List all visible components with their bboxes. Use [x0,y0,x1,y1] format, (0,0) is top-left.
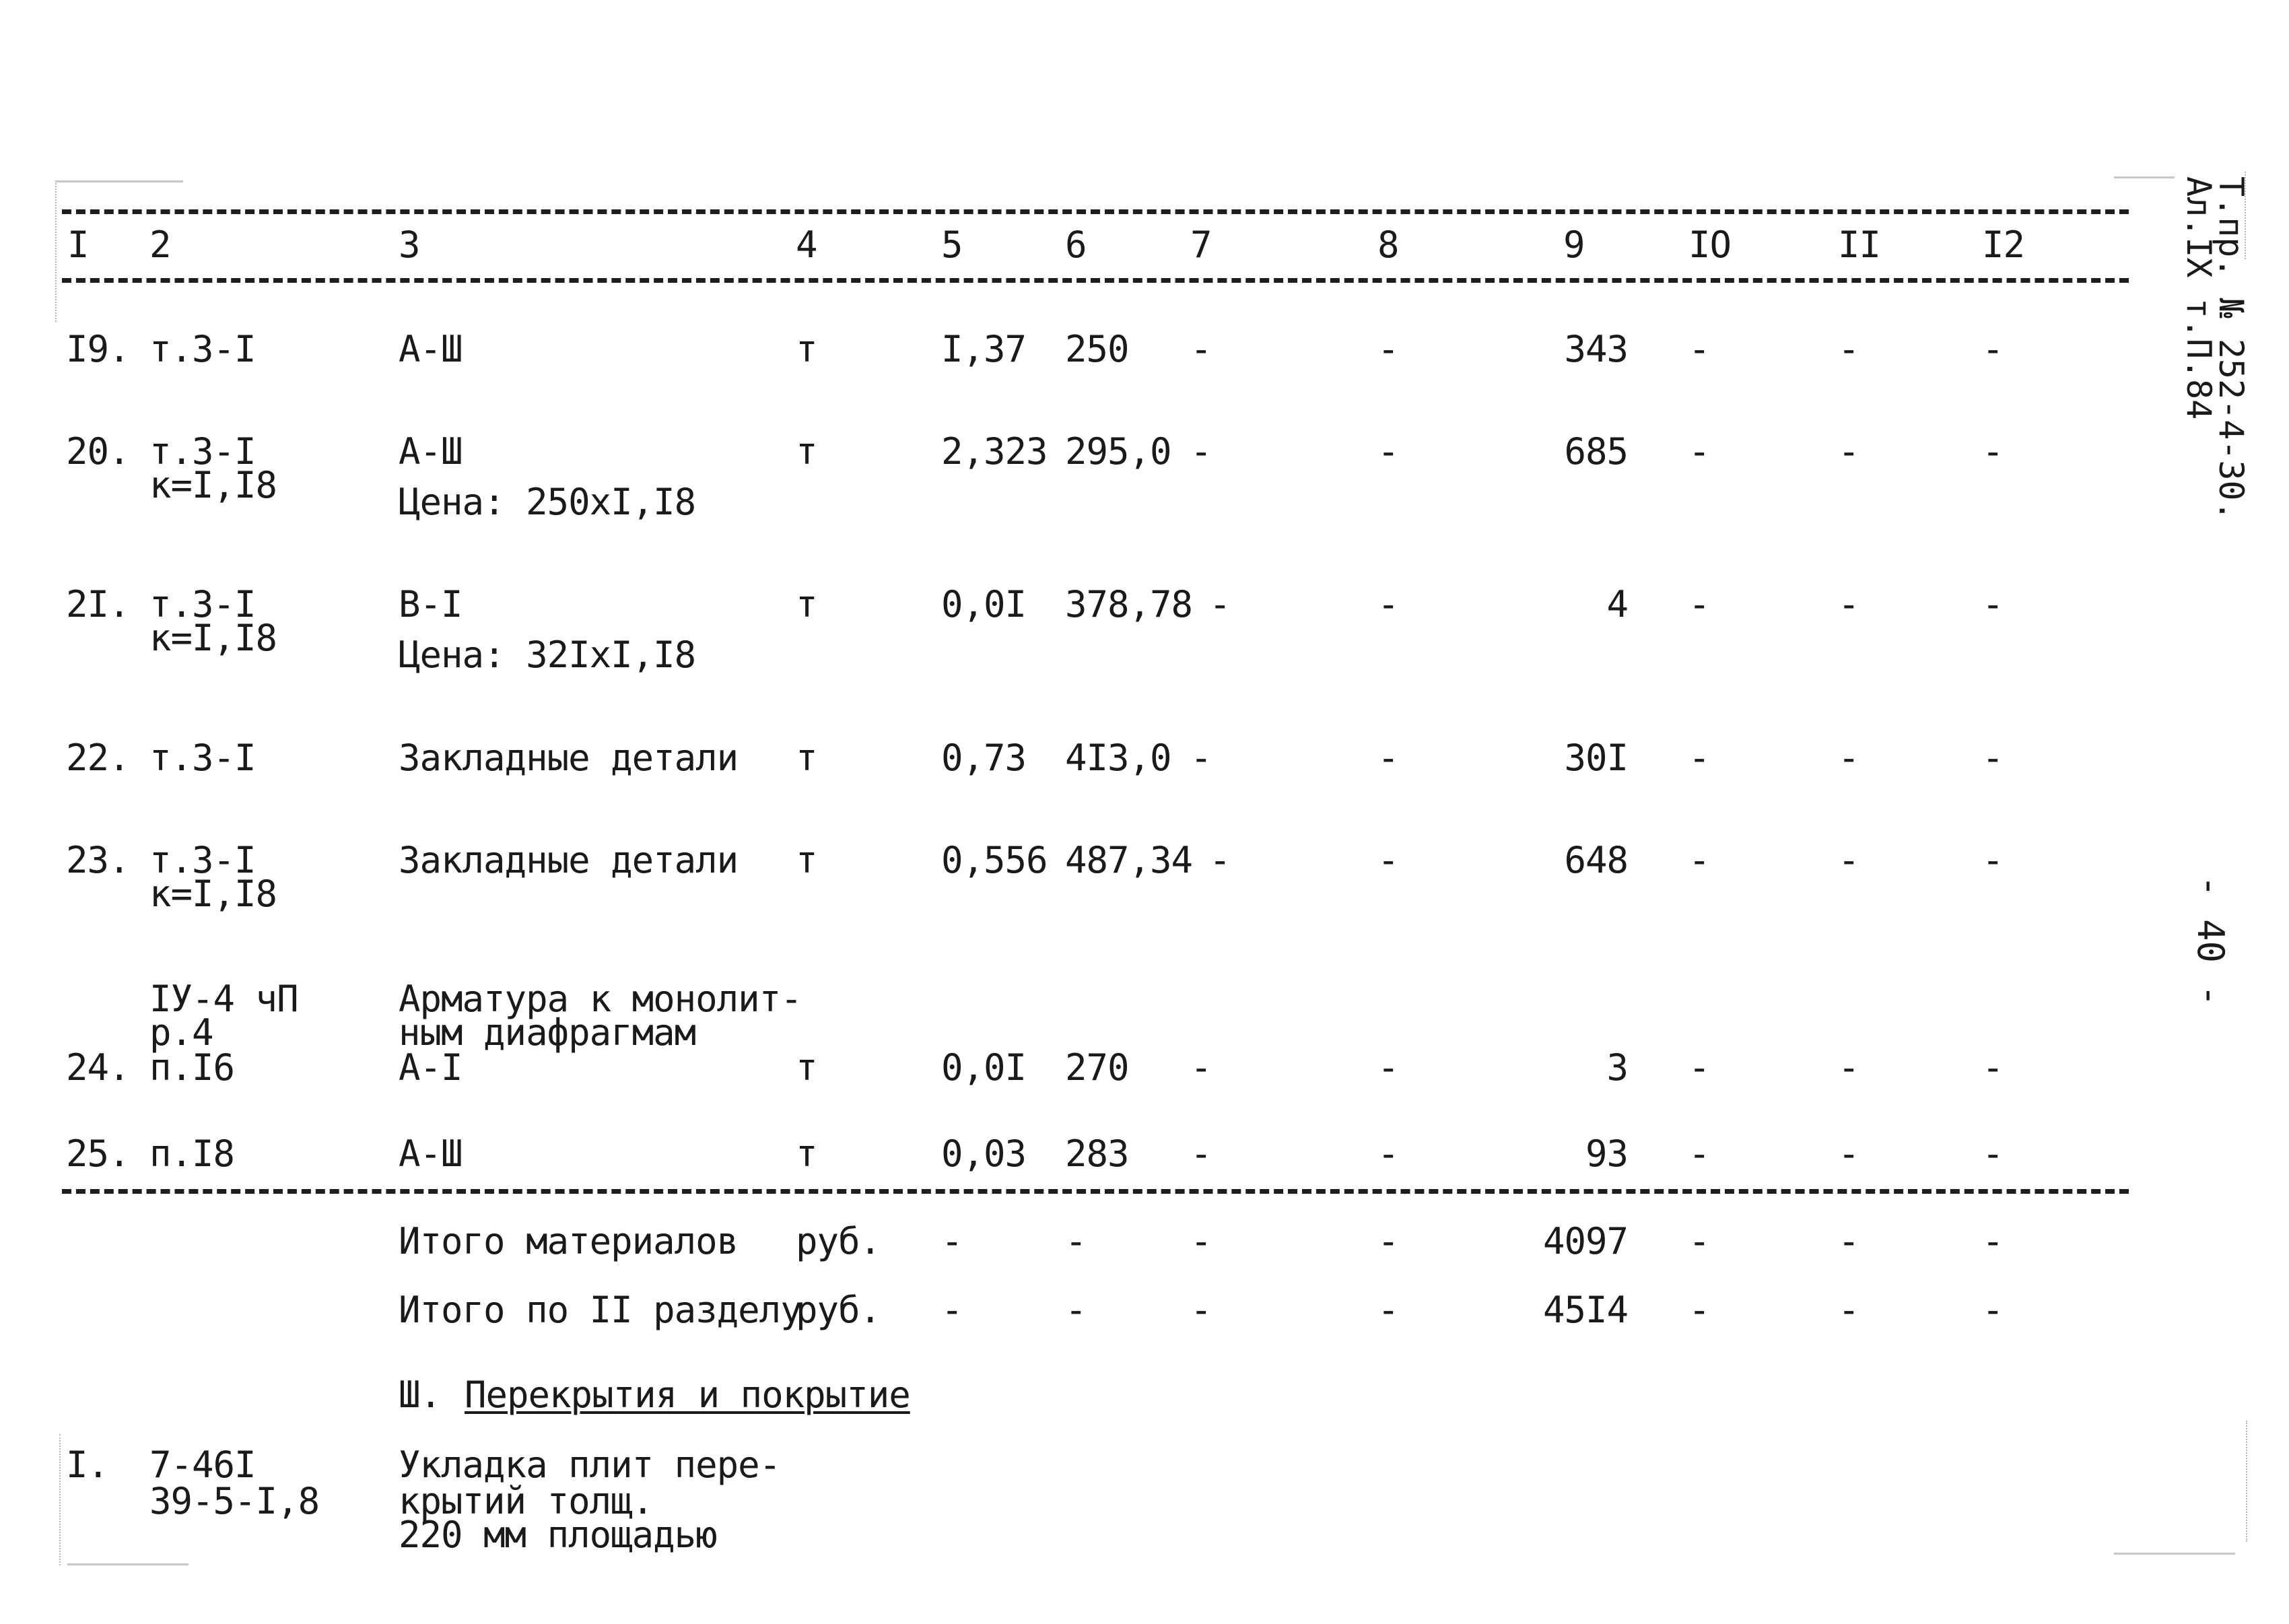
totals-col5: - [941,1220,963,1262]
col-header-4: 4 [796,224,817,266]
row-col12: - [1982,328,2004,370]
row-description: Закладные детали [399,737,739,779]
row-reference: т.3-I [149,737,256,779]
section-number: Ш. [399,1374,442,1416]
totals-sum: 4097 [1542,1220,1628,1262]
row-total: 30I [1564,737,1628,779]
col-header-3: 3 [399,224,420,266]
row-number: I9. [66,328,130,370]
row-reference-line1: IУ-4 чП [149,978,298,1020]
row-number: I. [66,1444,109,1486]
row-total: 343 [1564,328,1628,370]
totals-col8: - [1377,1289,1399,1331]
row-price: 295,0 [1065,430,1171,473]
totals-col12: - [1982,1289,2004,1331]
row-description-line1: Арматура к монолит- [399,978,802,1020]
row-col7: - [1190,737,1212,779]
row-quantity: I,37 [941,328,1027,370]
row-reference: т.3-I [149,430,256,473]
row-col7: - [1209,839,1231,881]
row-total: 3 [1606,1046,1628,1089]
col-header-6: 6 [1065,224,1087,266]
row-number: 20. [66,430,130,473]
header-bottom-rule [62,278,2129,283]
row-col10: - [1688,1132,1710,1175]
row-reference-line3: п.I6 [149,1046,235,1089]
col-header-11: II [1838,224,1881,266]
row-col7: - [1190,328,1212,370]
row-description: А-Ш [399,1132,463,1175]
row-unit: т [796,839,817,881]
row-total: 648 [1564,839,1628,881]
row-unit: т [796,328,817,370]
row-col7: - [1190,1132,1212,1175]
row-col8: - [1377,430,1399,473]
totals-col12: - [1982,1220,2004,1262]
row-col12: - [1982,583,2004,625]
totals-unit: руб. [796,1289,881,1331]
row-col10: - [1688,737,1710,779]
row-number: 2I. [66,583,130,625]
row-reference: п.I8 [149,1132,235,1175]
totals-col6: - [1065,1289,1087,1331]
row-col11: - [1838,1046,1859,1089]
header-top-rule [62,209,2129,214]
col-header-7: 7 [1190,224,1212,266]
row-description-line2: крытий толщ. [399,1480,654,1522]
row-unit: т [796,583,817,625]
row-description-line3: А-I [399,1046,463,1089]
row-description: А-Ш [399,430,463,473]
row-col12: - [1982,737,2004,779]
totals-col7: - [1190,1220,1212,1262]
scan-edge-bottom-right [2114,1553,2235,1555]
totals-col10: - [1688,1289,1710,1331]
row-unit: т [796,1132,817,1175]
row-col11: - [1838,1132,1859,1175]
row-price-note: Цена: 32IхI,I8 [399,634,696,676]
col-header-2: 2 [149,224,171,266]
row-col10: - [1688,583,1710,625]
totals-col8: - [1377,1220,1399,1262]
row-col11: - [1838,737,1859,779]
row-price: 378,78 [1065,583,1193,625]
row-coefficient: к=I,I8 [149,464,277,506]
row-unit: т [796,1046,817,1089]
totals-col10: - [1688,1220,1710,1262]
row-description: В-I [399,583,463,625]
scan-edge-top-left [55,180,183,182]
row-reference-line2: 39-5-I,8 [149,1480,320,1522]
row-description-line2: ным диафрагмам [399,1011,696,1054]
row-col7: - [1190,1046,1212,1089]
row-quantity: 0,556 [941,839,1048,881]
row-col12: - [1982,839,2004,881]
col-header-10: IO [1688,224,1732,266]
row-col11: - [1838,583,1859,625]
row-price-note: Цена: 250хI,I8 [399,481,696,523]
row-description-line3: 220 мм площадью [399,1514,717,1556]
row-total: 93 [1585,1132,1628,1175]
page-number: - 40 - [2189,875,2232,1007]
row-col8: - [1377,839,1399,881]
row-number: 23. [66,839,130,881]
scan-edge-right-bottom [2246,1421,2247,1542]
row-col8: - [1377,583,1399,625]
row-reference-line2: р.4 [149,1011,213,1054]
scan-edge-top-right [2114,176,2175,178]
row-col11: - [1838,839,1859,881]
row-quantity: 0,0I [941,1046,1027,1089]
row-price: 487,34 [1065,839,1193,881]
row-price: 4I3,0 [1065,737,1171,779]
scan-edge-left-top [55,180,57,322]
row-number: 22. [66,737,130,779]
row-quantity: 0,0I [941,583,1027,625]
row-coefficient: к=I,I8 [149,617,277,659]
row-number: 24. [66,1046,130,1089]
row-description: А-Ш [399,328,463,370]
row-col8: - [1377,737,1399,779]
side-header-line2: Ал.IX т.П.84 [2179,176,2218,420]
row-col8: - [1377,1046,1399,1089]
totals-sum: 45I4 [1542,1289,1628,1331]
row-price: 250 [1065,328,1129,370]
totals-col11: - [1838,1289,1859,1331]
row-col12: - [1982,1046,2004,1089]
row-col7: - [1209,583,1231,625]
totals-rule [62,1189,2129,1194]
row-price: 270 [1065,1046,1129,1089]
row-quantity: 0,03 [941,1132,1027,1175]
row-col11: - [1838,430,1859,473]
row-reference: т.3-I [149,328,256,370]
totals-unit: руб. [796,1220,881,1262]
row-col7: - [1190,430,1212,473]
totals-label: Итого материалов [399,1220,739,1262]
col-header-5: 5 [941,224,963,266]
row-col10: - [1688,1046,1710,1089]
col-header-9: 9 [1563,224,1585,266]
row-col10: - [1688,328,1710,370]
row-price: 283 [1065,1132,1129,1175]
row-col10: - [1688,430,1710,473]
row-coefficient: к=I,I8 [149,873,277,915]
row-unit: т [796,430,817,473]
totals-col7: - [1190,1289,1212,1331]
row-col12: - [1982,1132,2004,1175]
row-col12: - [1982,430,2004,473]
row-col11: - [1838,328,1859,370]
section-title: Перекрытия и покрытие [465,1374,910,1416]
col-header-12: I2 [1982,224,2025,266]
row-number: 25. [66,1132,130,1175]
row-reference-line1: 7-46I [149,1444,256,1486]
side-header-line1: Т.пр. № 252-4-30. [2212,176,2251,521]
row-col8: - [1377,1132,1399,1175]
row-description: Закладные детали [399,839,739,881]
scan-edge-bottom-left [67,1563,189,1565]
row-quantity: 2,323 [941,430,1048,473]
totals-label: Итого по II разделу [399,1289,802,1331]
totals-col5: - [941,1289,963,1331]
col-header-8: 8 [1377,224,1399,266]
row-description-line1: Укладка плит пере- [399,1444,781,1486]
scan-edge-left-bottom [59,1434,61,1565]
row-reference: т.3-I [149,839,256,881]
row-total: 685 [1564,430,1628,473]
totals-col6: - [1065,1220,1087,1262]
row-col8: - [1377,328,1399,370]
row-col10: - [1688,839,1710,881]
row-total: 4 [1606,583,1628,625]
row-reference: т.3-I [149,583,256,625]
totals-col11: - [1838,1220,1859,1262]
row-quantity: 0,73 [941,737,1027,779]
col-header-1: I [67,224,89,266]
row-unit: т [796,737,817,779]
